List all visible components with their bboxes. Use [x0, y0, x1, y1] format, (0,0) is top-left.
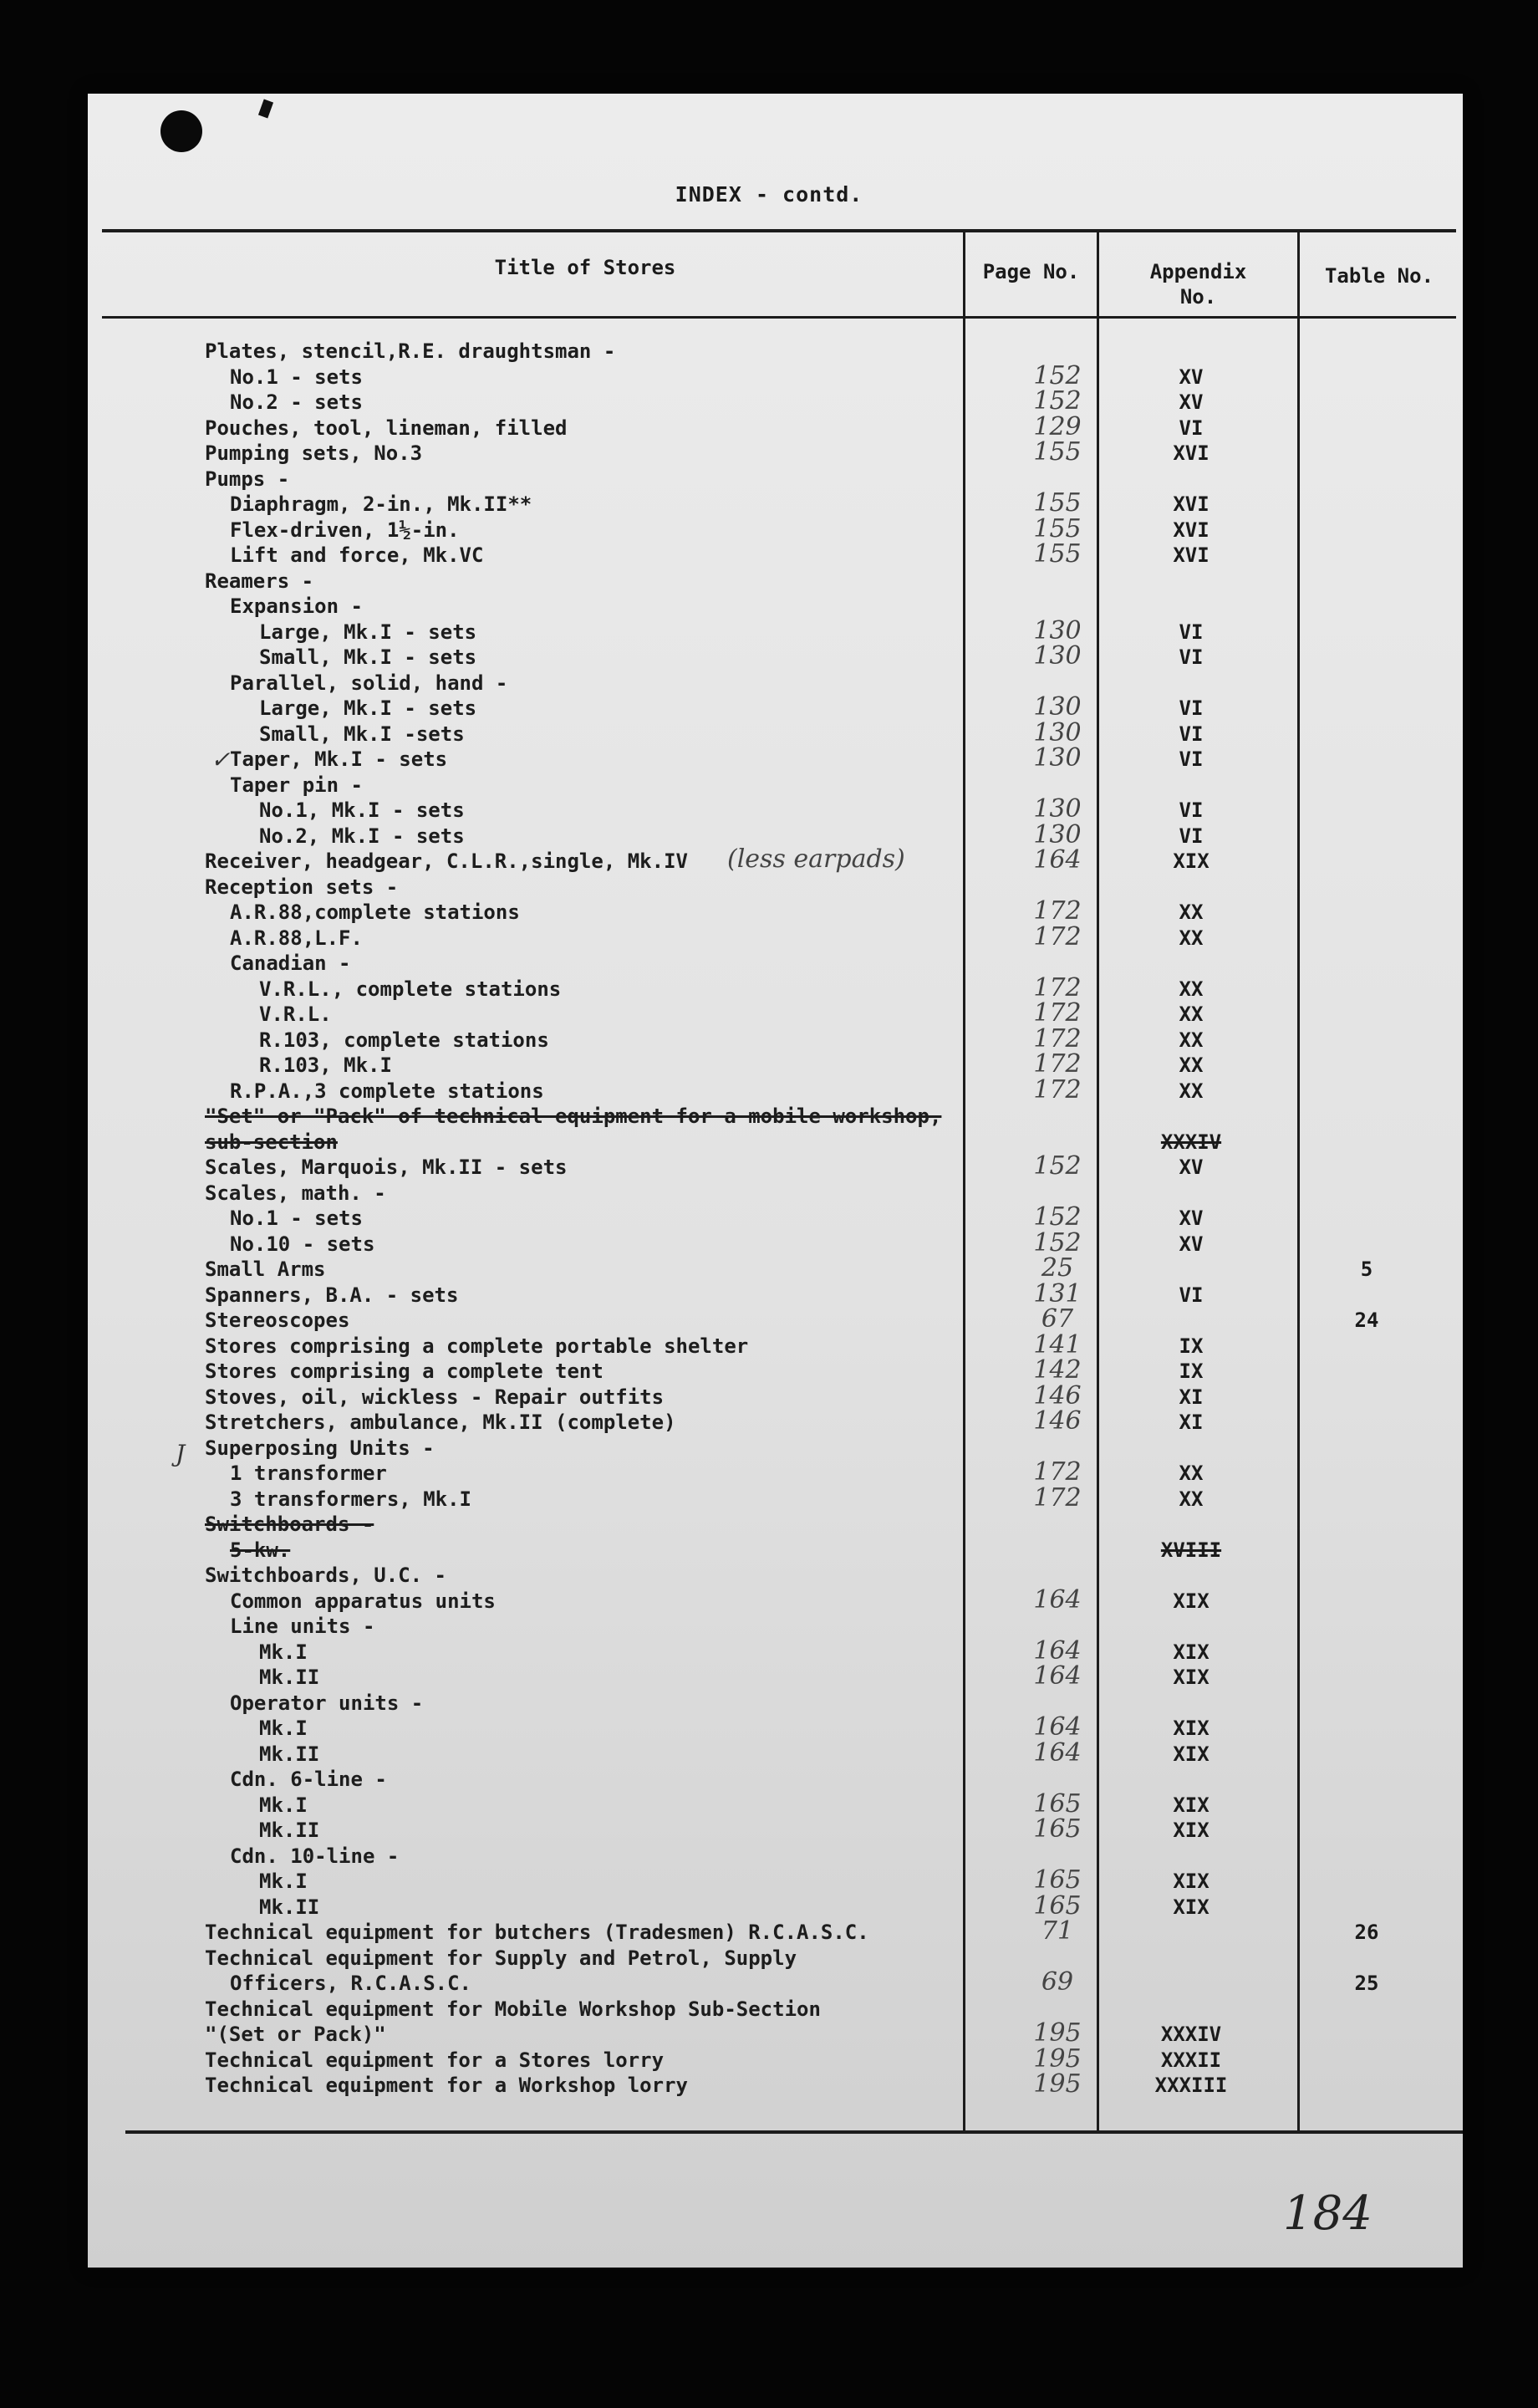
- row-title: Technical equipment for butchers (Tradesmen) R.C.A.S.C.: [205, 1921, 869, 1944]
- table-row: [0, 1023, 1538, 1054]
- row-page-number: 155: [1033, 437, 1082, 467]
- table-row: [0, 717, 1538, 747]
- row-appendix-number: XX: [1179, 926, 1204, 950]
- row-title: Small, Mk.I -sets: [259, 722, 465, 746]
- table-row: [0, 339, 1538, 364]
- row-appendix-number: XXXIII: [1154, 2074, 1228, 2097]
- row-table-number: 5: [1360, 1258, 1373, 1281]
- table-row: [0, 1104, 1538, 1129]
- row-page-number: 130: [1033, 794, 1082, 824]
- row-title: Taper pin -: [230, 773, 363, 797]
- row-title: Mk.I: [259, 1870, 308, 1893]
- row-page-number: 164: [1033, 1712, 1082, 1742]
- row-page-number: 195: [1033, 2043, 1082, 2074]
- row-title: No.2, Mk.I - sets: [259, 824, 465, 848]
- row-title: Technical equipment for Supply and Petrol, Supply: [205, 1946, 797, 1970]
- table-row: [0, 1563, 1538, 1588]
- row-page-number: 172: [1033, 1457, 1082, 1487]
- row-appendix-number: VI: [1179, 620, 1204, 644]
- row-appendix-number: VI: [1179, 696, 1204, 720]
- table-row: [0, 1737, 1538, 1768]
- row-title: 3 transformers, Mk.I: [230, 1487, 471, 1511]
- row-title: Mk.II: [259, 1895, 320, 1919]
- column-header-page: Page No.: [982, 260, 1080, 283]
- row-page-number: 165: [1033, 1814, 1082, 1844]
- table-top-rule: [102, 229, 1456, 232]
- column-header-table: Table No.: [1324, 264, 1434, 288]
- row-title: R.103, Mk.I: [259, 1054, 392, 1077]
- row-title: Cdn. 6-line -: [230, 1768, 387, 1791]
- row-appendix-number: XX: [1179, 1054, 1204, 1077]
- row-appendix-number: VI: [1179, 798, 1204, 822]
- row-page-number: 71: [1041, 1916, 1074, 1946]
- row-appendix-number: IX: [1179, 1334, 1204, 1358]
- row-title: R.103, complete stations: [259, 1028, 549, 1052]
- row-appendix-number: VI: [1179, 645, 1204, 669]
- row-title: Officers, R.C.A.S.C.: [230, 1972, 471, 1995]
- table-row: [0, 1482, 1538, 1513]
- row-page-number: 164: [1033, 845, 1082, 875]
- row-appendix-number: XX: [1179, 900, 1204, 924]
- table-row: [0, 2069, 1538, 2099]
- row-page-number: 195: [1033, 2018, 1082, 2048]
- row-page-number: 130: [1033, 641, 1082, 671]
- table-row: [0, 743, 1538, 773]
- table-row: [0, 437, 1538, 467]
- table-row: [0, 773, 1538, 798]
- row-title: "(Set or Pack)": [205, 2023, 386, 2046]
- column-header-appendix-line1: Appendix: [1149, 260, 1247, 283]
- row-appendix-number: XX: [1179, 1002, 1204, 1026]
- row-title: Taper, Mk.I - sets: [230, 747, 448, 771]
- row-title: Mk.II: [259, 1742, 320, 1766]
- table-row: [0, 1767, 1538, 1792]
- row-page-number: 155: [1033, 488, 1082, 518]
- row-title: Superposing Units -: [205, 1436, 435, 1460]
- row-page-number: 172: [1033, 921, 1082, 951]
- row-title: Stores comprising a complete portable shelter: [205, 1334, 749, 1358]
- row-page-number: 130: [1033, 743, 1082, 773]
- row-appendix-number: XVI: [1173, 518, 1210, 542]
- row-appendix-number: XI: [1179, 1385, 1204, 1409]
- table-row: [0, 1538, 1538, 1563]
- table-row: [0, 1916, 1538, 1946]
- column-header-appendix-line2: No.: [1179, 285, 1217, 309]
- row-title: Switchboards, U.C. -: [205, 1564, 446, 1587]
- row-appendix-number: XV: [1179, 1156, 1204, 1179]
- table-row: [0, 1691, 1538, 1716]
- table-row: [0, 1130, 1538, 1155]
- row-title: "Set" or "Pack" of technical equipment for a mobile workshop,: [205, 1105, 942, 1128]
- table-row: [0, 1712, 1538, 1742]
- column-header-appendix: [1099, 259, 1297, 309]
- row-title: R.P.A.,3 complete stations: [230, 1079, 544, 1103]
- row-appendix-number: XI: [1179, 1411, 1204, 1434]
- row-page-number: 69: [1041, 1967, 1074, 1997]
- row-page-number: 130: [1033, 717, 1082, 747]
- row-title: Switchboards -: [205, 1513, 374, 1536]
- row-appendix-number: XVI: [1173, 441, 1210, 465]
- row-page-number: 165: [1033, 1788, 1082, 1819]
- row-page-number: 164: [1033, 1737, 1082, 1768]
- row-title: Small Arms: [205, 1258, 326, 1281]
- row-page-number: 195: [1033, 2069, 1082, 2099]
- row-appendix-number: XXXIV: [1160, 2023, 1222, 2046]
- table-row: [0, 569, 1538, 594]
- row-appendix-number: XIX: [1173, 1640, 1210, 1664]
- table-row: [0, 1814, 1538, 1844]
- row-page-number: 67: [1041, 1304, 1074, 1334]
- row-title: Common apparatus units: [230, 1589, 496, 1613]
- row-title: V.R.L.: [259, 1002, 332, 1026]
- row-title: Stoves, oil, wickless - Repair outfits: [205, 1385, 665, 1409]
- table-row: [0, 1202, 1538, 1232]
- row-title: Stores comprising a complete tent: [205, 1360, 603, 1383]
- row-appendix-number: XIX: [1173, 1666, 1210, 1689]
- row-title: 5-kw.: [230, 1538, 291, 1562]
- table-row: [0, 1181, 1538, 1206]
- table-row: [0, 1253, 1538, 1283]
- check-mark: ✓: [211, 746, 231, 773]
- row-title: Cdn. 10-line -: [230, 1844, 400, 1868]
- row-appendix-number: VI: [1179, 416, 1204, 440]
- check-mark: J: [176, 1440, 186, 1467]
- row-title: Flex-driven, 1½-in.: [230, 518, 460, 542]
- row-title: Stereoscopes: [205, 1309, 350, 1332]
- row-title: Mk.I: [259, 1640, 308, 1664]
- row-page-number: 172: [1033, 972, 1082, 1002]
- row-page-number: 172: [1033, 1023, 1082, 1054]
- row-title: Mk.I: [259, 1717, 308, 1740]
- table-row: [0, 1151, 1538, 1181]
- row-title: V.R.L., complete stations: [259, 977, 562, 1001]
- row-appendix-number: XX: [1179, 1487, 1204, 1511]
- table-row: [0, 972, 1538, 1002]
- row-title: Technical equipment for a Workshop lorry: [205, 2074, 688, 2097]
- row-appendix-number: VI: [1179, 1283, 1204, 1307]
- table-row: [0, 1614, 1538, 1639]
- row-appendix-number: XVI: [1173, 543, 1210, 567]
- row-appendix-number: XV: [1179, 1207, 1204, 1230]
- row-appendix-number: XVI: [1173, 492, 1210, 516]
- row-title: A.R.88,L.F.: [230, 926, 363, 950]
- row-page-number: 129: [1033, 411, 1082, 441]
- row-page-number: 165: [1033, 1865, 1082, 1895]
- table-row: [0, 1406, 1538, 1436]
- table-row: [0, 794, 1538, 824]
- row-title: Pouches, tool, lineman, filled: [205, 416, 568, 440]
- table-row: [0, 1890, 1538, 1921]
- row-page-number: 146: [1033, 1380, 1082, 1411]
- table-row: [0, 513, 1538, 543]
- table-row: [0, 1355, 1538, 1385]
- row-appendix-number: VI: [1179, 722, 1204, 746]
- table-row: [0, 1074, 1538, 1105]
- row-appendix-number: VI: [1179, 747, 1204, 771]
- table-row: [0, 1436, 1538, 1461]
- row-page-number: 164: [1033, 1584, 1082, 1615]
- row-title: Spanners, B.A. - sets: [205, 1283, 459, 1307]
- row-title: Reception sets -: [205, 875, 399, 899]
- table-row: [0, 1946, 1538, 1971]
- row-title: No.10 - sets: [230, 1232, 375, 1256]
- row-table-number: 24: [1354, 1309, 1379, 1332]
- row-title: Scales, Marquois, Mk.II - sets: [205, 1156, 568, 1179]
- row-title: Receiver, headgear, C.L.R.,single, Mk.IV: [205, 849, 688, 873]
- table-row: [0, 411, 1538, 441]
- row-title: Line units -: [230, 1615, 375, 1638]
- row-title: Large, Mk.I - sets: [259, 620, 477, 644]
- row-page-number: 25: [1041, 1253, 1074, 1283]
- table-row: [0, 1844, 1538, 1869]
- row-title: Lift and force, Mk.VC: [230, 543, 484, 567]
- row-page-number: 155: [1033, 539, 1082, 569]
- table-row: [0, 1227, 1538, 1258]
- row-title: Mk.II: [259, 1666, 320, 1689]
- table-row: [0, 1304, 1538, 1334]
- page-header: INDEX - contd.: [675, 182, 863, 207]
- table-row: [0, 2043, 1538, 2074]
- row-page-number: 130: [1033, 692, 1082, 722]
- table-row: [0, 1967, 1538, 1997]
- row-title: Expansion -: [230, 594, 363, 618]
- row-page-number: 152: [1033, 360, 1082, 390]
- column-header-title: Title of Stores: [494, 256, 676, 279]
- row-title: Reamers -: [205, 569, 314, 593]
- row-page-number: 172: [1033, 998, 1082, 1028]
- row-page-number: 172: [1033, 1074, 1082, 1105]
- row-title: Parallel, solid, hand -: [230, 671, 508, 695]
- folio-number: 184: [1283, 2186, 1372, 2241]
- row-title: Mk.II: [259, 1819, 320, 1842]
- punch-hole: [160, 110, 202, 152]
- row-page-number: 141: [1033, 1329, 1082, 1360]
- row-title: Mk.I: [259, 1793, 308, 1817]
- row-title: Operator units -: [230, 1691, 424, 1715]
- row-page-number: 130: [1033, 819, 1082, 849]
- table-row: [0, 998, 1538, 1028]
- table-row: [0, 1584, 1538, 1615]
- row-appendix-number: XIX: [1173, 1793, 1210, 1817]
- row-title: Canadian -: [230, 951, 351, 975]
- row-title: Plates, stencil,R.E. draughtsman -: [205, 339, 616, 363]
- row-page-number: 152: [1033, 1151, 1082, 1181]
- row-title: Large, Mk.I - sets: [259, 696, 477, 720]
- table-row: [0, 1380, 1538, 1411]
- header-bottom-rule: [102, 316, 1456, 319]
- row-title: Stretchers, ambulance, Mk.II (complete): [205, 1411, 676, 1434]
- row-page-number: 164: [1033, 1635, 1082, 1666]
- table-row: [0, 1329, 1538, 1360]
- row-title: Small, Mk.I - sets: [259, 645, 477, 669]
- row-title: Technical equipment for a Stores lorry: [205, 2048, 665, 2072]
- row-title: No.1, Mk.I - sets: [259, 798, 465, 822]
- row-table-number: 25: [1354, 1972, 1379, 1995]
- table-row: [0, 360, 1538, 390]
- table-row: [0, 1278, 1538, 1309]
- table-row: [0, 2018, 1538, 2048]
- table-row: [0, 1635, 1538, 1666]
- row-page-number: 172: [1033, 1482, 1082, 1513]
- row-appendix-number: XV: [1179, 365, 1204, 389]
- table-row: [0, 641, 1538, 671]
- row-title: Diaphragm, 2-in., Mk.II**: [230, 492, 532, 516]
- table-row: [0, 1661, 1538, 1691]
- table-row: [0, 539, 1538, 569]
- row-title: No.2 - sets: [230, 390, 363, 414]
- row-title: No.1 - sets: [230, 365, 363, 389]
- row-title: Pumping sets, No.3: [205, 441, 423, 465]
- row-appendix-number: XX: [1179, 1079, 1204, 1103]
- row-title: 1 transformer: [230, 1462, 387, 1485]
- row-appendix-number: XIX: [1173, 1589, 1210, 1613]
- table-row: [0, 1049, 1538, 1079]
- row-appendix-number: XVIII: [1160, 1538, 1222, 1562]
- row-table-number: 26: [1354, 1921, 1379, 1944]
- row-page-number: 152: [1033, 1202, 1082, 1232]
- row-page-number: 130: [1033, 615, 1082, 645]
- table-row: [0, 467, 1538, 492]
- row-title: Technical equipment for Mobile Workshop Sub-Section: [205, 1997, 821, 2021]
- row-page-number: 142: [1033, 1355, 1082, 1385]
- row-title: A.R.88,complete stations: [230, 900, 520, 924]
- table-row: [0, 488, 1538, 518]
- row-appendix-number: VI: [1179, 824, 1204, 848]
- table-row: [0, 921, 1538, 951]
- table-row: [0, 594, 1538, 619]
- row-title: sub-section: [205, 1130, 338, 1154]
- row-appendix-number: XIX: [1173, 1717, 1210, 1740]
- table-row: [0, 671, 1538, 696]
- row-title: No.1 - sets: [230, 1207, 363, 1230]
- row-appendix-number: XIX: [1173, 849, 1210, 873]
- table-row: [0, 615, 1538, 645]
- table-bottom-rule: [125, 2130, 1463, 2134]
- row-page-number: 164: [1033, 1661, 1082, 1691]
- row-page-number: 152: [1033, 386, 1082, 416]
- table-row: [0, 1997, 1538, 2022]
- row-page-number: 146: [1033, 1406, 1082, 1436]
- table-row: [0, 951, 1538, 976]
- table-row: [0, 386, 1538, 416]
- row-appendix-number: XIX: [1173, 1819, 1210, 1842]
- row-appendix-number: XX: [1179, 1462, 1204, 1485]
- table-row: [0, 1457, 1538, 1487]
- row-page-number: 131: [1033, 1278, 1082, 1309]
- table-row: [0, 875, 1538, 900]
- table-row: [0, 692, 1538, 722]
- row-appendix-number: IX: [1179, 1360, 1204, 1383]
- row-appendix-number: XIX: [1173, 1742, 1210, 1766]
- row-appendix-number: XX: [1179, 1028, 1204, 1052]
- row-appendix-number: XIX: [1173, 1870, 1210, 1893]
- table-row: [0, 1788, 1538, 1819]
- row-page-number: 165: [1033, 1890, 1082, 1921]
- table-row: [0, 896, 1538, 926]
- row-page-number: 155: [1033, 513, 1082, 543]
- row-page-number: 172: [1033, 896, 1082, 926]
- row-title: Pumps -: [205, 467, 290, 491]
- row-page-number: 172: [1033, 1049, 1082, 1079]
- row-appendix-number: XXXII: [1160, 2048, 1222, 2072]
- row-page-number: 152: [1033, 1227, 1082, 1258]
- row-appendix-number: XIX: [1173, 1895, 1210, 1919]
- row-title: Scales, math. -: [205, 1181, 386, 1205]
- row-appendix-number: XV: [1179, 390, 1204, 414]
- row-appendix-number: XV: [1179, 1232, 1204, 1256]
- table-row: [0, 1512, 1538, 1537]
- row-appendix-number: XXXIV: [1160, 1130, 1222, 1154]
- handwritten-note: (less earpads): [727, 844, 905, 874]
- table-row: [0, 1865, 1538, 1895]
- row-appendix-number: XX: [1179, 977, 1204, 1001]
